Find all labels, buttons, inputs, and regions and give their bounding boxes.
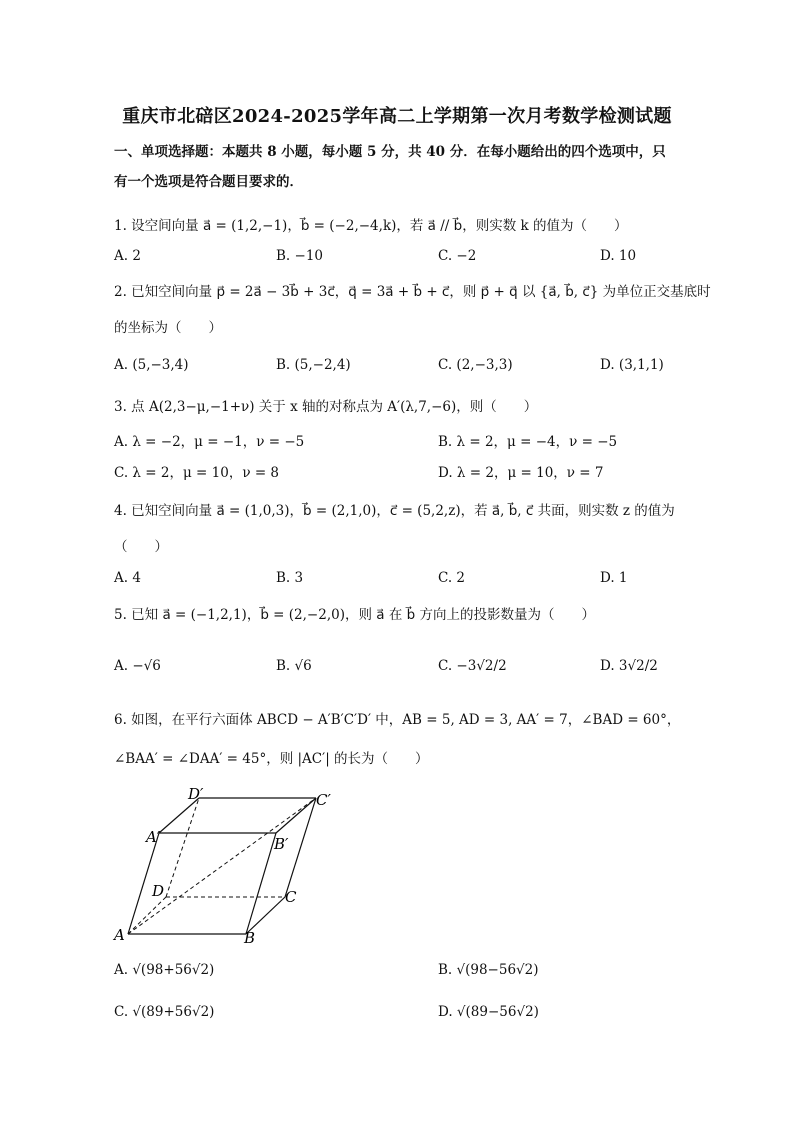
question-5-option-c: C. −3√2/2: [438, 658, 507, 674]
question-2-option-d: D. (3,1,1): [600, 357, 664, 373]
question-4-option-c: C. 2: [438, 570, 466, 586]
diagonal-ac1: [128, 798, 316, 934]
question-4-option-d: D. 1: [600, 570, 628, 586]
question-5-option-b: B. √6: [276, 658, 312, 674]
label-c: C: [285, 888, 297, 906]
question-2-option-c: C. (2,−3,3): [438, 357, 513, 373]
question-6-stem-cont: ∠BAA′ = ∠DAA′ = 45°，则 |AC′| 的长为（ ）: [114, 751, 429, 767]
question-4-option-b: B. 3: [276, 570, 304, 586]
question-1-option-d: D. 10: [600, 248, 637, 264]
question-1-option-b: B. −10: [276, 248, 323, 264]
question-6-option-c: C. √(89+56√2): [114, 1004, 215, 1020]
label-b1: B′: [274, 835, 289, 853]
section-instruction-line2: 有一个选项是符合题目要求的．: [114, 174, 303, 190]
edge-bb1: [246, 833, 276, 934]
question-4-option-a: A. 4: [114, 570, 141, 586]
question-5-option-d: D. 3√2/2: [600, 658, 658, 674]
question-6-option-b: B. √(98−56√2): [438, 962, 539, 978]
question-1-stem: 1. 设空间向量 a⃗ = (1,2,−1)，b⃗ = (−2,−4,k)，若 a⃗ // b⃗，则实数 k 的值为（ ）: [114, 218, 628, 234]
question-6-option-a: A. √(98+56√2): [114, 962, 215, 978]
question-4-stem: 4. 已知空间向量 a⃗ = (1,0,3)，b⃗ = (2,1,0)，c⃗ = (5,2,z)，若 a⃗, b⃗, c⃗ 共面，则实数 z 的值为: [114, 503, 675, 519]
parallelepiped-figure: [108, 785, 348, 945]
question-3-stem: 3. 点 A(2,3−μ,−1+ν) 关于 x 轴的对称点为 A′(λ,7,−6)，则（ ）: [114, 399, 538, 415]
question-2-stem-cont: 的坐标为（ ）: [114, 320, 222, 336]
question-1-option-c: C. −2: [438, 248, 477, 264]
section-instruction-line1: 一、单项选择题：本题共 8 小题，每小题 5 分，共 40 分．在每小题给出的四个选项中，只: [114, 144, 666, 160]
question-3-option-c: C. λ = 2，μ = 10，ν = 8: [114, 465, 280, 481]
edge-cc1: [285, 798, 316, 897]
label-a: A: [114, 926, 125, 944]
label-b: B: [244, 929, 256, 945]
question-3-option-a: A. λ = −2，μ = −1，ν = −5: [114, 434, 305, 450]
question-2-option-a: A. (5,−3,4): [114, 357, 189, 373]
question-3-option-b: B. λ = 2，μ = −4，ν = −5: [438, 434, 618, 450]
question-5-option-a: A. −√6: [114, 658, 161, 674]
label-d: D: [152, 882, 165, 900]
question-5-stem: 5. 已知 a⃗ = (−1,2,1)，b⃗ = (2,−2,0)，则 a⃗ 在 b⃗ 方向上的投影数量为（ ）: [114, 607, 595, 623]
question-4-stem-cont: （ ）: [114, 539, 168, 555]
question-2-stem: 2. 已知空间向量 p⃗ = 2a⃗ − 3b⃗ + 3c⃗，q⃗ = 3a⃗ + b⃗ + c⃗，则 p⃗ + q⃗ 以 {a⃗, b⃗, c⃗} 为单位正交基底时: [114, 284, 711, 300]
label-c1: C′: [316, 791, 331, 809]
question-6-option-d: D. √(89−56√2): [438, 1004, 539, 1020]
question-3-option-d: D. λ = 2，μ = 10，ν = 7: [438, 465, 604, 481]
question-6-stem: 6. 如图，在平行六面体 ABCD − A′B′C′D′ 中，AB = 5, AD = 3, AA′ = 7，∠BAD = 60°，: [114, 712, 681, 728]
label-a1: A′: [146, 828, 161, 846]
question-2-option-b: B. (5,−2,4): [276, 357, 351, 373]
question-1-option-a: A. 2: [114, 248, 141, 264]
label-d1: D′: [188, 785, 204, 803]
page-title: 重庆市北碚区2024-2025学年高二上学期第一次月考数学检测试题: [122, 106, 672, 127]
